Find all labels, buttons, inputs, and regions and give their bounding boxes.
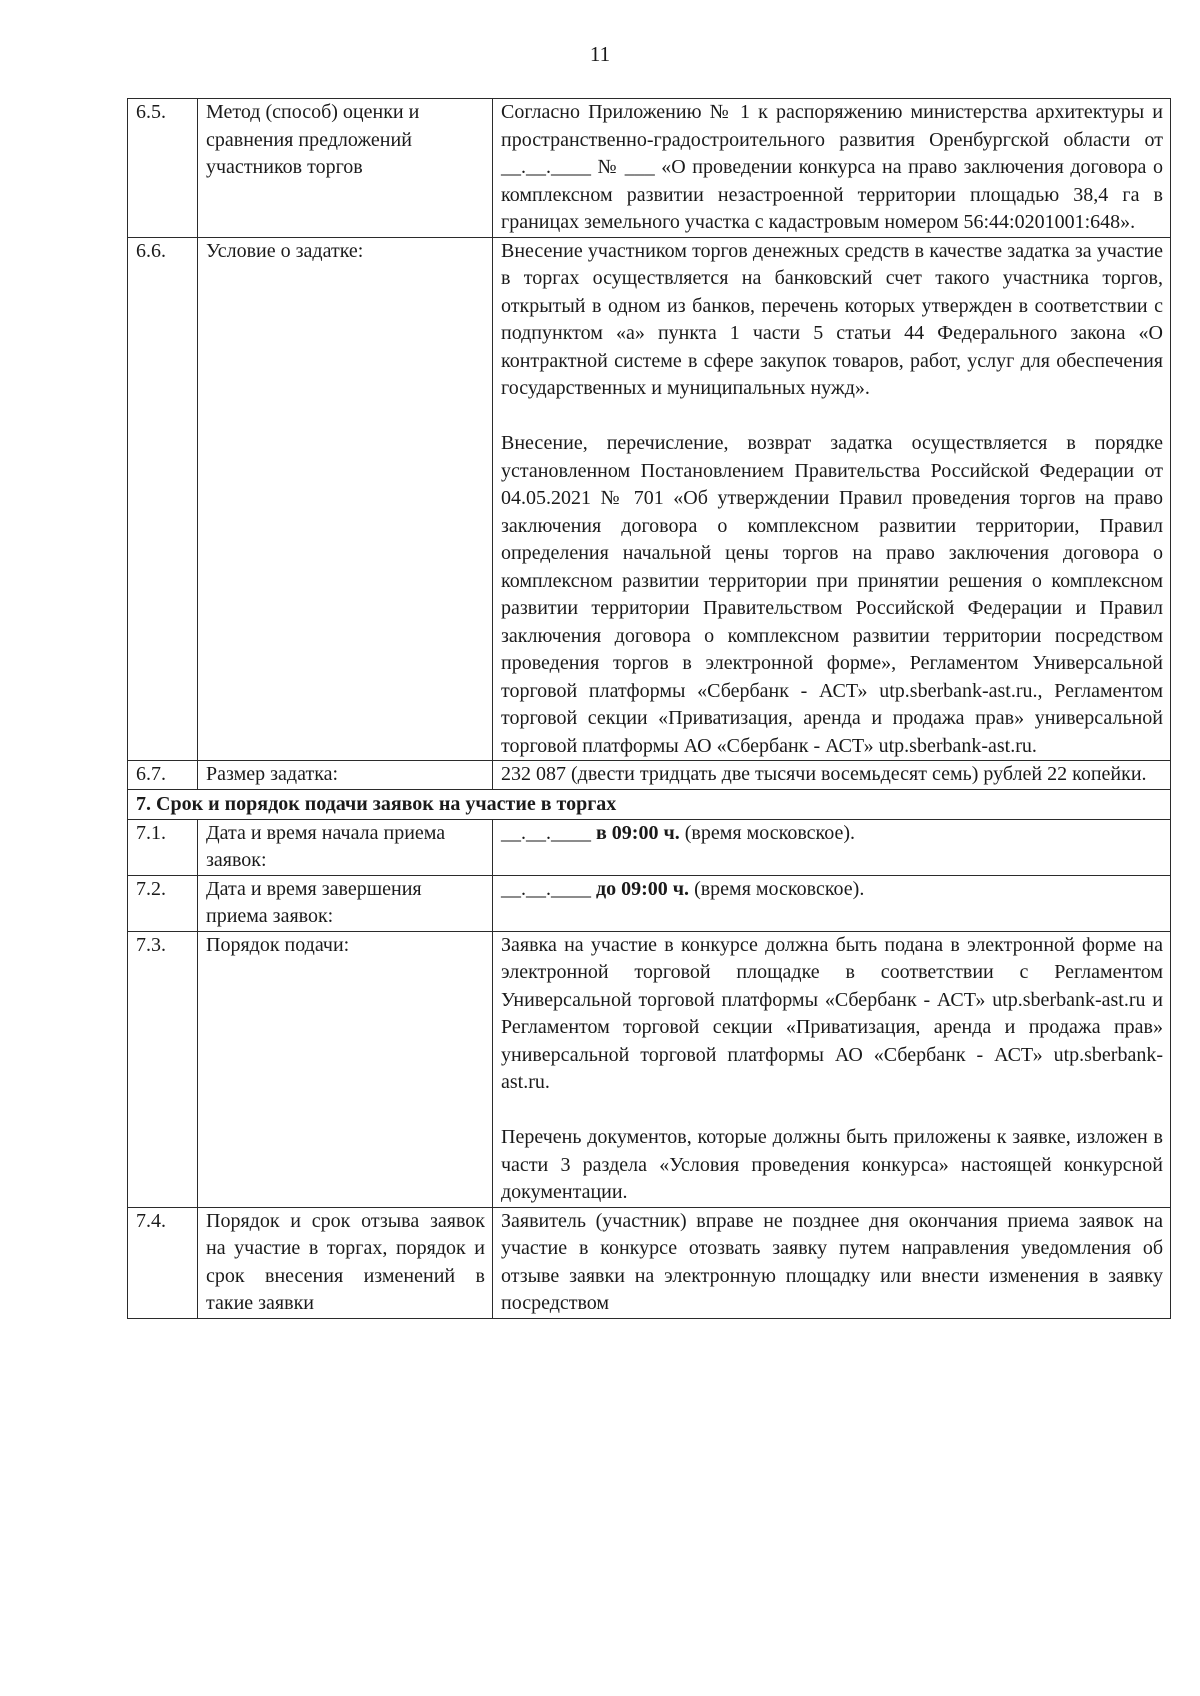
row-label: Дата и время завершения приема заявок: [198, 875, 493, 931]
paragraph: 232 087 (двести тридцать две тысячи восемьдесят семь) рублей 22 копейки. [501, 763, 1147, 785]
row-content [493, 875, 1171, 931]
page-number: 11 [589, 42, 611, 66]
row-label: Порядок и срок отзыва заявок на участие в торгах, порядок и срок внесения изменений в такие заявки [198, 1207, 493, 1318]
row-label: Дата и время начала приема заявок: [198, 819, 493, 875]
date-blank: __.__.____ [501, 877, 591, 900]
row-number: 7.3. [128, 931, 198, 1207]
table-row [128, 931, 1171, 1207]
row-label: Условие о задатке: [198, 237, 493, 761]
row-content [493, 931, 1171, 1207]
row-label: Размер задатка: [198, 761, 493, 790]
paragraph: Внесение, перечисление, возврат задатка осуществляется в порядке установленном Постановлением Правительства Российской Федерации от 04.05.2021 № 701 «Об утверждении Правил проведения торгов на право заключения договора о комплексном развитии территории, Правил определения начальной цены торгов на право заключения договора о комплексном развитии территории при принятии решения о комплексном развитии территории Правительством Российской Федерации и Правил заключения договора о комплексном развитии территории посредством проведения торгов в электронной форме», Регламентом Универсальной торговой платформы «Сбербанк - АСТ» utp.sberbank-ast.ru., Регламентом торговой секции «Приватизация, аренда и продажа прав» универсальной торговой платформы АО «Сбербанк - АСТ» utp.sberbank-ast.ru. [501, 432, 1163, 757]
row-number: 7.2. [128, 875, 198, 931]
table-row [128, 875, 1171, 931]
row-number: 6.7. [128, 761, 198, 790]
row-label: Метод (способ) оценки и сравнения предложений участников торгов [198, 99, 493, 238]
table-row [128, 1207, 1171, 1318]
time-value: до 09:00 ч. [591, 877, 690, 900]
section-heading-row [128, 789, 1171, 819]
row-number: 6.6. [128, 237, 198, 761]
time-value: в 09:00 ч. [591, 821, 680, 844]
time-zone-note: (время московское). [679, 821, 856, 844]
row-number: 7.4. [128, 1207, 198, 1318]
paragraph: Заявка на участие в конкурсе должна быть подана в электронной форме на электронной торговой площадке в соответствии с Регламентом Универсальной торговой платформы «Сбербанк - АСТ» utp.sberbank-ast.ru и Регламентом торговой секции «Приватизация, аренда и продажа прав» универсальной торговой платформы АО «Сбербанк - АСТ» utp.sberbank-ast.ru. [501, 933, 1163, 1093]
row-content [493, 99, 1171, 238]
paragraph: Согласно Приложению № 1 к распоряжению министерства архитектуры и пространственно-градостроительного развития Оренбургской области от __.__.____ № ___ «О проведении конкурса на право заключения договора о комплексном развитии незастроенной территории площадью 38,4 га в границах земельного участка с кадастровым номером 56:44:0201001:648». [501, 101, 1163, 233]
row-content [493, 761, 1171, 790]
date-blank: __.__.____ [501, 821, 591, 844]
paragraph: Заявитель (участник) вправе не позднее дня окончания приема заявок на участие в конкурсе отозвать заявку путем направления уведомления об отзыве заявки на электронную площадку или внести изменения в заявку посредством [501, 1209, 1163, 1314]
table-row [128, 237, 1171, 761]
paragraph: Перечень документов, которые должны быть приложены к заявке, изложен в части 3 раздела «Условия проведения конкурса» настоящей конкурсной документации. [501, 1126, 1163, 1203]
terms-table [127, 98, 1171, 1319]
row-content [493, 237, 1171, 761]
row-content [493, 819, 1171, 875]
section-title: 7. Срок и порядок подачи заявок на участие в торгах [128, 789, 1171, 819]
row-number: 7.1. [128, 819, 198, 875]
time-zone-note: (время московское). [689, 877, 865, 900]
row-label: Порядок подачи: [198, 931, 493, 1207]
row-number: 6.5. [128, 99, 198, 238]
row-content [493, 1207, 1171, 1318]
table-row [128, 761, 1171, 790]
paragraph: Внесение участником торгов денежных средств в качестве задатка за участие в торгах осуществляется на банковский счет такого участника торгов, открытый в одном из банков, перечень которых утвержден в соответствии с подпунктом «а» пункта 1 части 5 статьи 44 Федерального закона «О контрактной системе в сфере закупок товаров, работ, услуг для обеспечения государственных и муниципальных нужд». [501, 239, 1163, 399]
table-row [128, 99, 1171, 238]
table-row [128, 819, 1171, 875]
